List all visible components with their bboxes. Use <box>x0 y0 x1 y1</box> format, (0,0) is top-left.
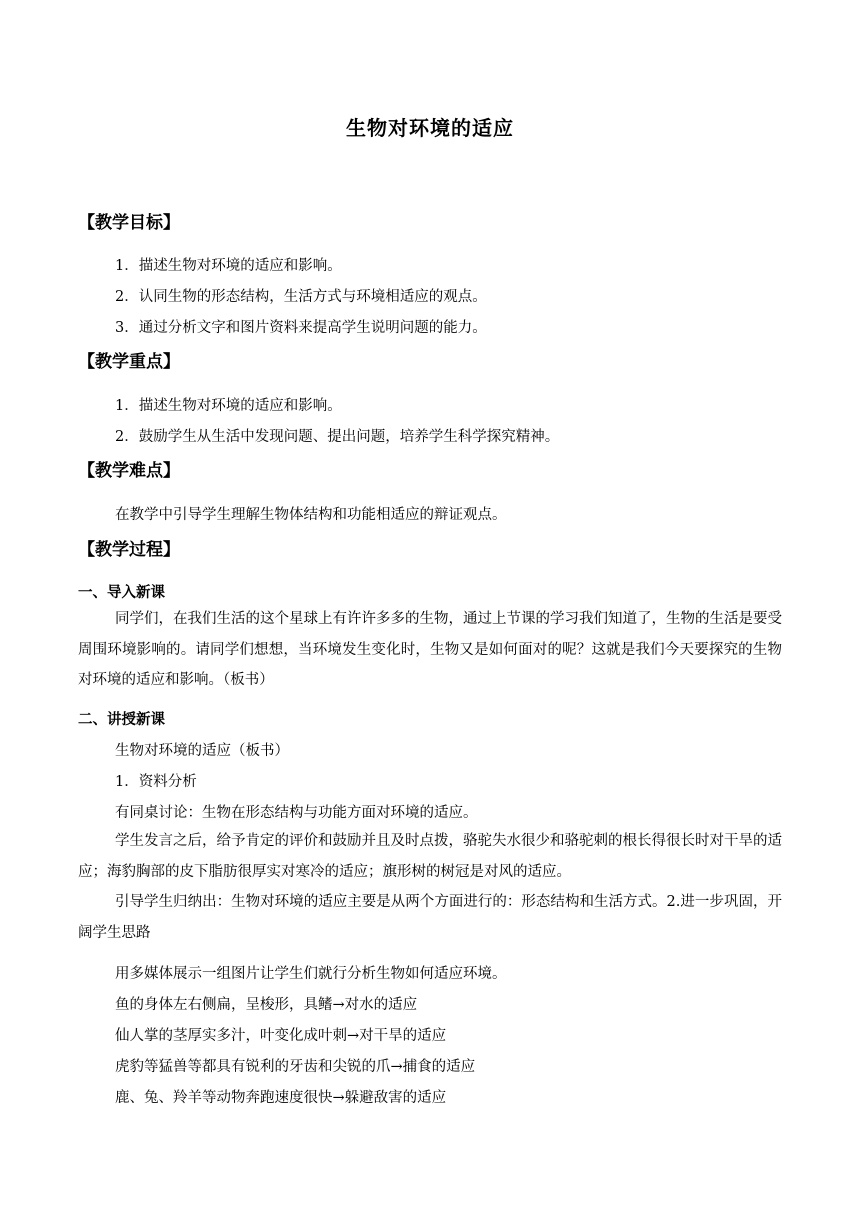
part2-line-8: 鹿、兔、羚羊等动物奔跑速度很快→躲避敌害的适应 <box>115 1090 447 1106</box>
part2-paragraph-2: 引导学生归纳出：生物对环境的适应主要是从两个方面进行的：形态结构和生活方式。2.进一步巩固，开阔学生思路 <box>78 894 782 941</box>
goals-heading: 【教学目标】 <box>78 213 180 233</box>
key-points-heading: 【教学重点】 <box>78 352 180 372</box>
part1-paragraph: 同学们，在我们生活的这个星球上有许许多多的生物，通过上节课的学习我们知道了，生物的生活是要受周围环境影响的。请同学们想想，当环境发生变化时，生物又是如何面对的呢？这就是我们今天要探究的生物对环境的适应和影响。（板书） <box>78 611 782 688</box>
part2-heading: 二、讲授新课 <box>78 712 165 728</box>
key-point-item-1: 1．描述生物对环境的适应和影响。 <box>115 398 342 414</box>
part1-heading: 一、导入新课 <box>78 585 165 601</box>
process-heading: 【教学过程】 <box>78 540 180 560</box>
part2-line-7: 虎豹等猛兽等都具有锐利的牙齿和尖锐的爪→捕食的适应 <box>115 1059 476 1075</box>
part2-line-1: 生物对环境的适应（板书） <box>115 743 289 759</box>
goal-item-3: 3．通过分析文字和图片资料来提高学生说明问题的能力。 <box>115 320 487 336</box>
part2-line-4: 用多媒体展示一组图片让学生们就行分析生物如何适应环境。 <box>115 966 507 982</box>
difficulties-heading: 【教学难点】 <box>78 461 180 481</box>
goal-item-2: 2．认同生物的形态结构，生活方式与环境相适应的观点。 <box>115 289 487 305</box>
difficulties-text: 在教学中引导学生理解生物体结构和功能相适应的辩证观点。 <box>115 507 507 523</box>
part2-line-2: 1．资料分析 <box>115 774 197 790</box>
part2-line-6: 仙人掌的茎厚实多汁，叶变化成叶刺→对干旱的适应 <box>115 1028 447 1044</box>
part2-line-5: 鱼的身体左右侧扁，呈梭形，具鳍→对水的适应 <box>115 997 418 1013</box>
part2-paragraph-1: 学生发言之后，给予肯定的评价和鼓励并且及时点拨，骆驼失水很少和骆驼刺的根长得很长时对干旱的适应；海豹胸部的皮下脂肪很厚实对寒冷的适应；旗形树的树冠是对风的适应。 <box>78 833 782 880</box>
part2-line-3: 有同桌讨论：生物在形态结构与功能方面对环境的适应。 <box>115 805 478 821</box>
key-point-item-2: 2．鼓励学生从生活中发现问题、提出问题，培养学生科学探究精神。 <box>115 429 560 445</box>
document-title: 生物对环境的适应 <box>346 116 514 140</box>
goal-item-1: 1．描述生物对环境的适应和影响。 <box>115 258 342 274</box>
